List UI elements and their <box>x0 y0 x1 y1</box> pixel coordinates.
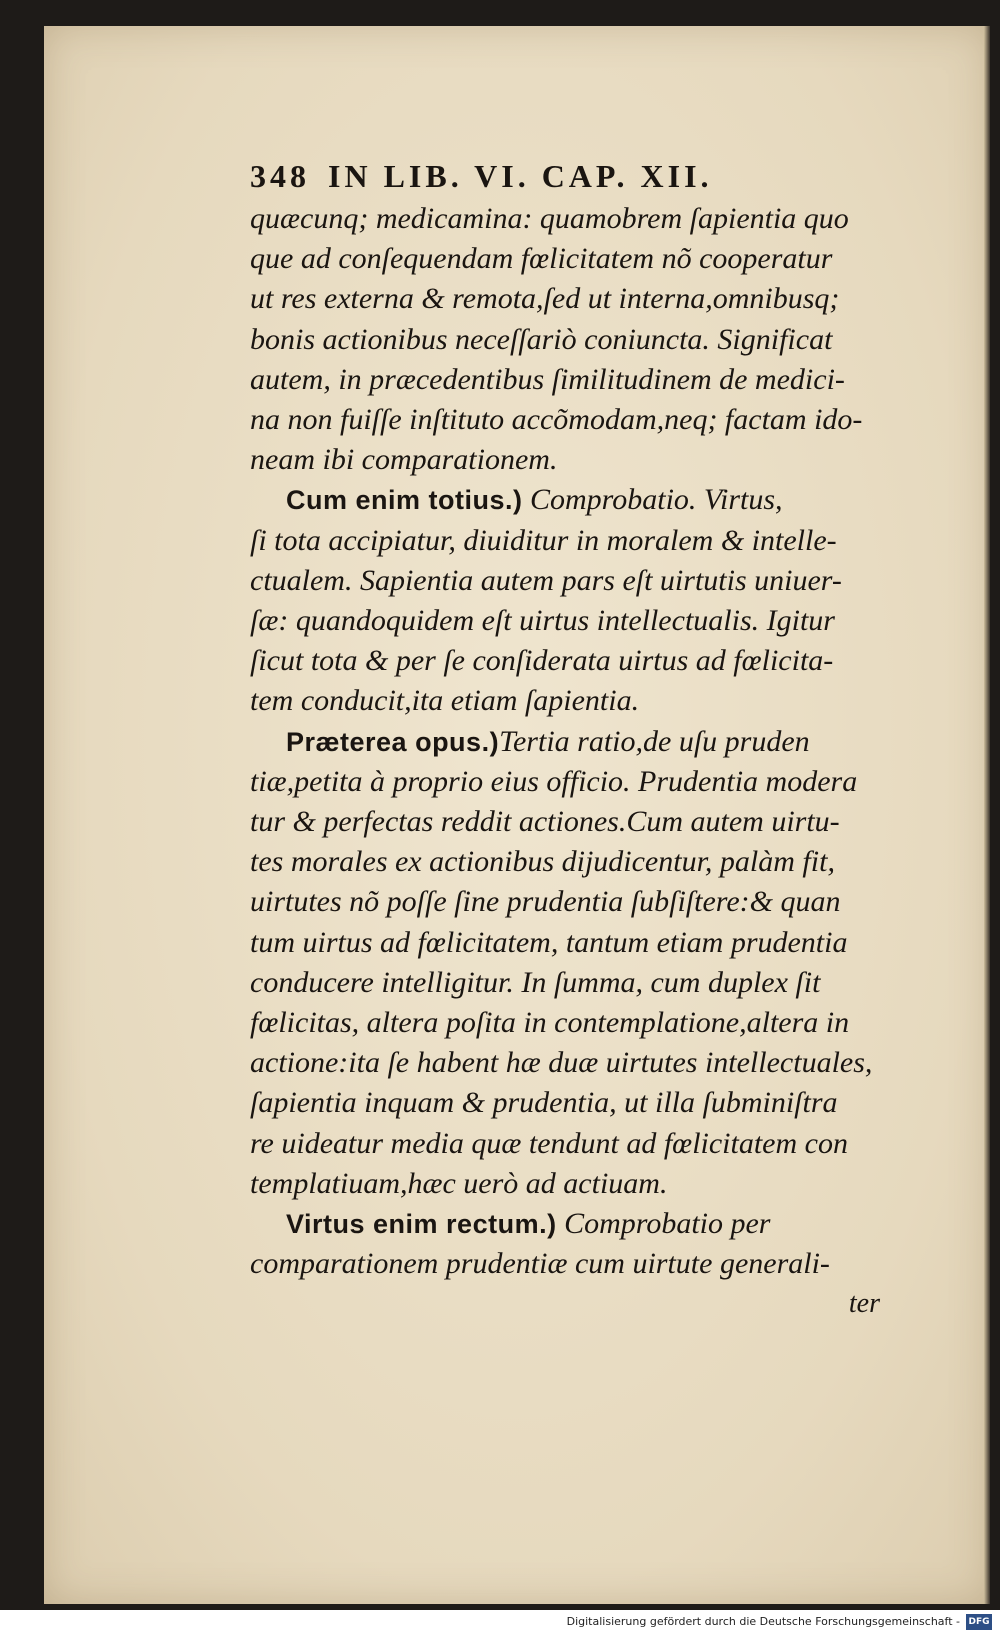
text-line: actione:ita ſe habent hæ duæ uirtutes intellectuales, <box>250 1046 873 1080</box>
text-line: fœlicitas, altera poſita in contemplatione,altera in <box>250 1006 850 1040</box>
text-line: comparationem prudentiæ cum uirtute generali- <box>250 1247 830 1281</box>
text-line: conducere intelligitur. In ſumma, cum duplex ſit <box>250 965 821 999</box>
text-line <box>250 1204 930 1244</box>
text-line <box>250 722 930 762</box>
text-line: re uideatur media quæ tendunt ad fœlicitatem con <box>250 1126 848 1160</box>
text-line: ſicut tota & per ſe conſiderata uirtus ad fœlicita- <box>250 644 834 678</box>
text-line: templatiuam,hæc uerò ad actiuam. <box>250 1166 668 1200</box>
text-line: uirtutes nõ poſſe ſine prudentia ſubſiſtere:& quan <box>250 885 841 919</box>
line-text: Comprobatio. Virtus, <box>522 483 783 517</box>
lemma: Præterea opus.) <box>286 726 500 757</box>
paragraph-2 <box>250 480 930 721</box>
lemma: Virtus enim rectum.) <box>286 1209 557 1240</box>
text-line: na non fuiſſe inſtituto accõmodam,neq; factam ido- <box>250 403 863 437</box>
text-line: ſæ: quandoquidem eſt uirtus intellectualis. Igitur <box>250 604 835 638</box>
running-head <box>250 158 930 195</box>
digitization-footer <box>0 1610 1000 1635</box>
text-line <box>250 480 930 520</box>
line-text: Tertia ratio,de uſu pruden <box>499 724 810 758</box>
page-edge <box>984 26 990 1604</box>
text-line: ſapientia inquam & prudentia, ut illa ſubminiſtra <box>250 1086 838 1120</box>
text-line: neam ibi comparationem. <box>250 443 558 477</box>
text-line: ctualem. Sapientia autem pars eſt uirtutis uniuer- <box>250 563 842 597</box>
paragraph-4 <box>250 1204 930 1284</box>
text-line: autem, in præcedentibus ſimilitudinem de medici- <box>250 362 845 396</box>
text-line: tem conducit,ita etiam ſapientia. <box>250 684 640 718</box>
paragraph-3 <box>250 722 930 1204</box>
text-line: que ad conſequendam fœlicitatem nõ cooperatur <box>250 242 833 276</box>
paragraph-1 <box>250 199 930 480</box>
text-line: ut res externa & remota,ſed ut interna,omnibusq; <box>250 282 840 316</box>
text-line: quæcunq; medicamina: quamobrem ſapientia quo <box>250 202 849 235</box>
line-text: Comprobatio per <box>556 1207 771 1241</box>
text-line: ſi tota accipiatur, diuiditur in moralem & intelle- <box>250 523 837 557</box>
text-line: tes morales ex actionibus dijudicentur, palàm fit, <box>250 845 835 879</box>
text-line: tum uirtus ad fœlicitatem, tantum etiam prudentia <box>250 925 848 959</box>
text-line: tur & perfectas reddit actiones.Cum autem uirtu- <box>250 805 840 839</box>
dfg-logo-icon: DFG <box>966 1614 992 1630</box>
running-head-title: IN LIB. VI. CAP. XII. <box>328 158 713 194</box>
text-line: bonis actionibus neceſſariò coniuncta. Significat <box>250 322 833 356</box>
footer-credit: Digitalisierung gefördert durch die Deutsche Forschungsgemeinschaft - <box>566 1615 960 1628</box>
text-line: tiæ,petita à proprio eius officio. Prudentia modera <box>250 764 858 798</box>
text-block <box>250 158 930 1324</box>
catchword: ter <box>848 1288 880 1320</box>
folio-number: 348 <box>250 158 310 194</box>
lemma: Cum enim totius.) <box>286 485 523 516</box>
